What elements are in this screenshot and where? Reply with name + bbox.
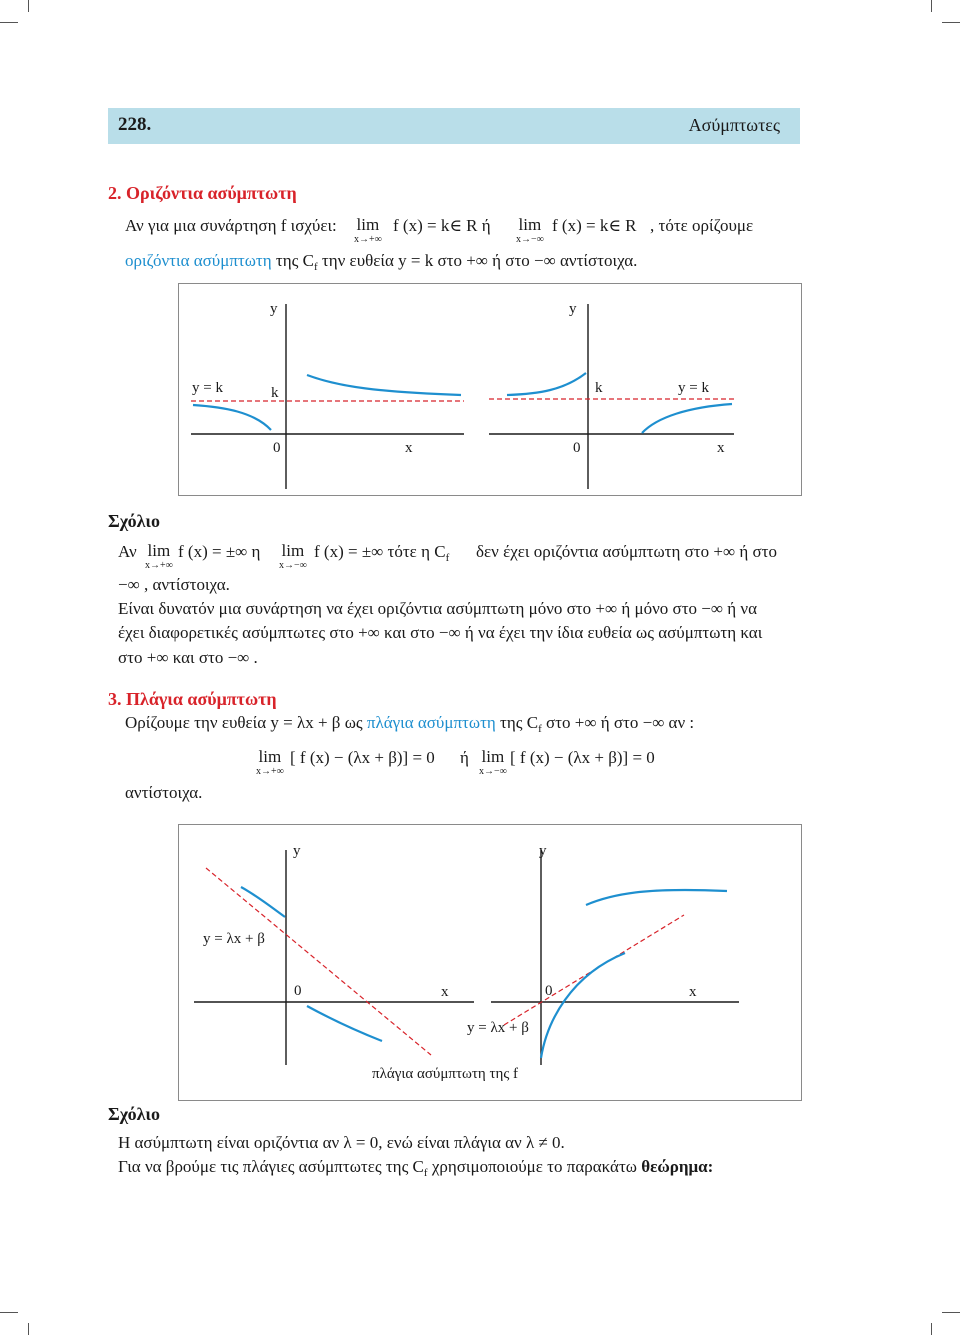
chapter-title: Ασύμπτωτες [688, 115, 780, 135]
text: Ορίζουμε την ευθεία y = λx + β ως [125, 713, 363, 732]
text: της C [275, 251, 314, 270]
asymptote-line [206, 868, 431, 1055]
section-2-line2 [125, 251, 637, 273]
y-axis-label: y [270, 301, 278, 317]
origin-label: 0 [545, 983, 553, 999]
limit-plus-infinity [256, 748, 284, 777]
lim-subscript: x→+∞ [145, 560, 173, 571]
section-3-after: αντίστοιχα. [125, 783, 203, 802]
lim-word: lim [356, 215, 380, 234]
function-curve [586, 890, 727, 905]
section-2-title: 2. Οριζόντια ασύμπτωτη [108, 183, 297, 203]
text: στο +∞ ή στο −∞ αν : [546, 713, 695, 732]
oblique-limit-formula-2: [ f (x) − (λx + β)] = 0 [510, 748, 655, 767]
crop-mark [28, 0, 29, 12]
section-3-line1 [125, 713, 694, 735]
function-curve [307, 1006, 382, 1041]
limit-minus-infinity [479, 748, 507, 777]
x-axis-label: x [717, 440, 725, 456]
crop-mark [0, 22, 18, 23]
limit-minus-infinity [279, 542, 307, 571]
lim-word: lim [147, 541, 171, 560]
limit-expression-1: f (x) = k∈ R ή [393, 216, 491, 235]
text: f (x) = ±∞ τότε η C [314, 542, 446, 561]
function-curve [541, 953, 625, 1058]
crop-mark [942, 22, 960, 23]
crop-mark [931, 0, 932, 12]
comment-1-expr-2 [314, 542, 449, 564]
function-curve [642, 404, 732, 433]
crop-mark [0, 1312, 18, 1313]
subscript: f [538, 723, 542, 735]
page-header [108, 108, 800, 144]
function-curve [307, 375, 461, 395]
comment-1-line3: Είναι δυνατόν μια συνάρτηση να έχει οριζόντια ασύμπτωτη μόνο στο +∞ ή μόνο στο −∞ ή να [118, 599, 757, 618]
y-axis-label: y [293, 843, 301, 859]
crop-mark [942, 1312, 960, 1313]
horizontal-asymptote-term: οριζόντια ασύμπτωτη [125, 251, 272, 270]
comment-2-line2 [118, 1157, 713, 1179]
x-axis-label: x [689, 984, 697, 1000]
x-axis-label: x [441, 984, 449, 1000]
oblique-asymptote-graphs [179, 825, 801, 1100]
comment-1-line5: στο +∞ και στο −∞ . [118, 648, 258, 667]
comment-2-title: Σχόλιο [108, 1104, 160, 1124]
page-number: 228. [118, 114, 152, 135]
limit-plus-infinity [145, 542, 173, 571]
subscript: f [423, 1167, 428, 1179]
comment-1-line1-end: δεν έχει οριζόντια ασύμπτωτη στο +∞ ή στο [476, 542, 777, 561]
text: της C [500, 713, 539, 732]
limit-expression-2: f (x) = k∈ R [552, 216, 637, 235]
text: Για να βρούμε τις πλάγιες ασύμπτωτες της C [118, 1157, 424, 1176]
text: χρησιμοποιούμε το παρακάτω [431, 1157, 637, 1176]
subscript: f [445, 552, 450, 564]
lim-word: lim [481, 747, 505, 766]
lim-word: lim [518, 215, 542, 234]
lim-subscript: x→+∞ [256, 766, 284, 777]
origin-label: 0 [573, 440, 581, 456]
theorem-word: θεώρημα: [641, 1157, 714, 1176]
limit-minus-infinity [516, 216, 544, 245]
function-curve [193, 405, 271, 430]
asymptote-equation: y = λx + β [467, 1020, 529, 1036]
comment-1-start: Αν [118, 542, 137, 561]
k-label: k [271, 385, 279, 401]
crop-mark [28, 1323, 29, 1335]
oblique-asymptote-term: πλάγια ασύμπτωτη [366, 713, 496, 732]
asymptote-equation: y = λx + β [203, 931, 265, 947]
subscript: f [313, 261, 318, 273]
comment-1-title: Σχόλιο [108, 511, 160, 531]
asymptote-equation: y = k [192, 380, 223, 396]
limit-plus-infinity [354, 216, 382, 245]
horizontal-asymptote-figure [178, 283, 802, 496]
figure-caption: πλάγια ασύμπτωτη της f [372, 1066, 519, 1082]
or-word: ή [460, 748, 469, 767]
lim-subscript: x→−∞ [479, 766, 507, 777]
comment-1-expr-1: f (x) = ±∞ η [178, 542, 261, 561]
lim-word: lim [281, 541, 305, 560]
lim-subscript: x→−∞ [279, 560, 307, 571]
origin-label: 0 [273, 440, 281, 456]
lim-subscript: x→+∞ [354, 234, 382, 245]
section-2-intro: Αν για μια συνάρτηση f ισχύει: [125, 216, 337, 235]
comment-1-line4: έχει διαφορετικές ασύμπτωτες στο +∞ και στο −∞ ή να έχει την ίδια ευθεία ως ασύμπτωτη και [118, 623, 763, 642]
lim-subscript: x→−∞ [516, 234, 544, 245]
x-axis-label: x [405, 440, 413, 456]
oblique-asymptote-figure [178, 824, 802, 1101]
horizontal-asymptote-graphs [179, 284, 801, 495]
text: την ευθεία y = k στο +∞ ή στο −∞ αντίστοιχα. [321, 251, 638, 270]
y-axis-label: y [539, 843, 547, 859]
y-axis-label: y [569, 301, 577, 317]
lim-word: lim [258, 747, 282, 766]
section-3-title: 3. Πλάγια ασύμπτωτη [108, 689, 277, 709]
function-curve [241, 887, 285, 917]
comment-2-line1: Η ασύμπτωτη είναι οριζόντια αν λ = 0, ενώ είναι πλάγια αν λ ≠ 0. [118, 1133, 565, 1152]
oblique-limit-formula-1: [ f (x) − (λx + β)] = 0 [290, 748, 435, 767]
crop-mark [931, 1323, 932, 1335]
asymptote-equation: y = k [678, 380, 709, 396]
origin-label: 0 [294, 983, 302, 999]
k-label: k [595, 380, 603, 396]
function-curve [507, 373, 586, 395]
section-2-line1-end: , τότε ορίζουμε [650, 216, 754, 235]
comment-1-line2: −∞ , αντίστοιχα. [118, 575, 230, 594]
